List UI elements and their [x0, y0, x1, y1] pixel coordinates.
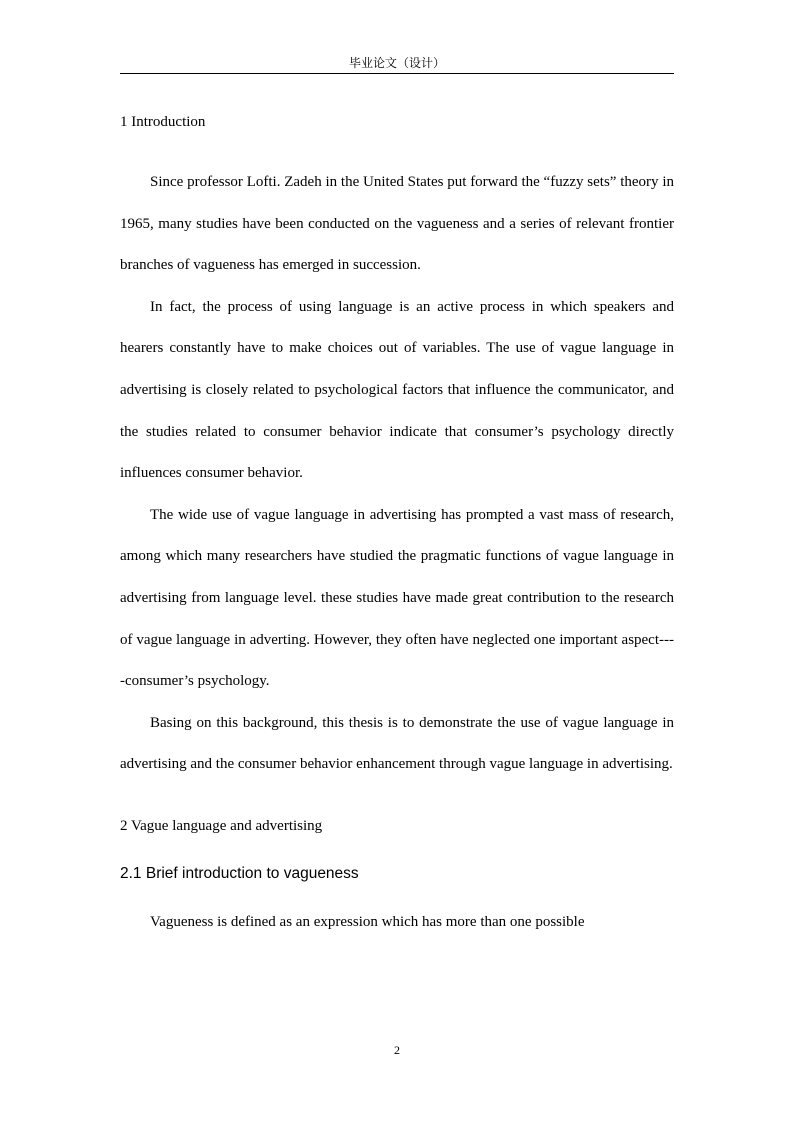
- running-header: 毕业论文（设计）: [348, 56, 445, 70]
- section-heading-vague-language: 2 Vague language and advertising: [120, 817, 323, 834]
- paragraph: Basing on this background, this thesis is to demonstrate the use of vague language in advertising and the consumer behavior enhancement through vague language in advertising.: [120, 714, 674, 773]
- document-body: [120, 108, 674, 944]
- page-number: 2: [394, 1043, 400, 1057]
- header-rule: [120, 73, 674, 74]
- paragraph: Since professor Lofti. Zadeh in the United States put forward the “fuzzy sets” theory in 1965, many studies have been conducted on the vagueness and a series of relevant frontier branches of vagueness has emerged in succession.: [120, 174, 674, 274]
- paragraph: Vagueness is defined as an expression which has more than one possible: [150, 913, 585, 930]
- paragraph: The wide use of vague language in advertising has prompted a vast mass of research, among which many researchers have studied the pragmatic functions of vague language in advertising from language level. these studies have made great contribution to the research of vague language in adverting. However, they often have neglected one important aspect----consumer’s psychology.: [120, 506, 674, 690]
- section-heading-introduction: 1 Introduction: [120, 114, 206, 130]
- paragraph: In fact, the process of using language is an active process in which speakers and hearers constantly have to make choices out of variables. The use of vague language in advertising is closely related to psychological factors that influence the communicator, and the studies related to consumer behavior indicate that consumer’s psychology directly influences consumer behavior.: [120, 298, 674, 482]
- subsection-heading-vagueness: 2.1 Brief introduction to vagueness: [120, 864, 359, 882]
